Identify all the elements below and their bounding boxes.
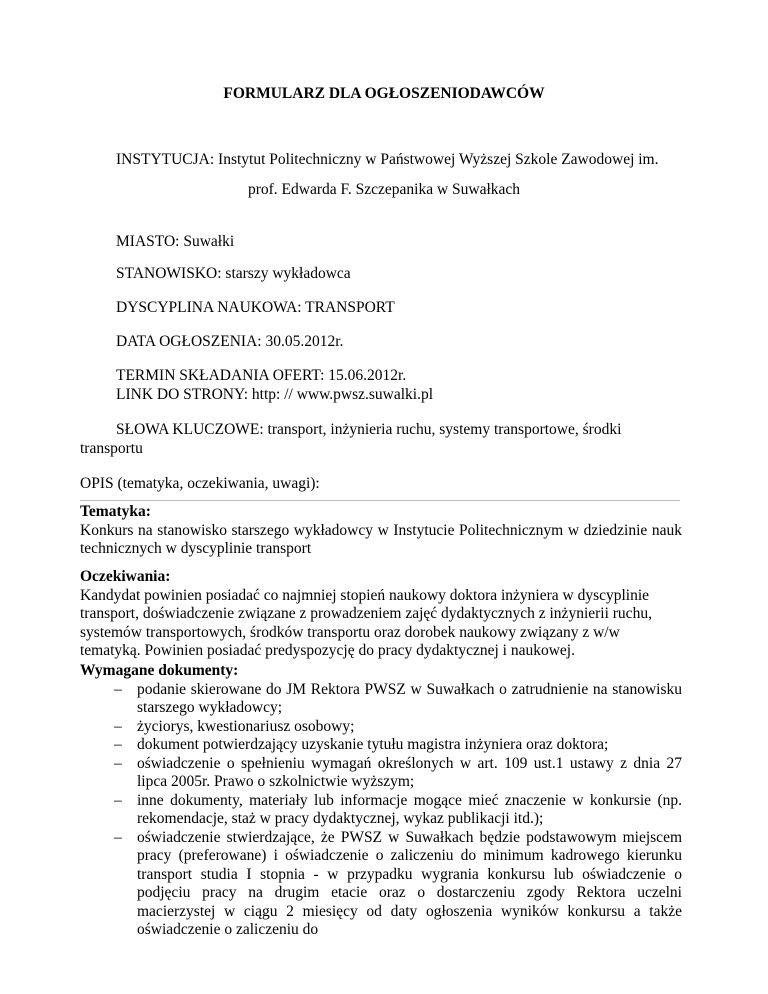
list-item: – dokument potwierdzający uzyskanie tytułu magistra inżyniera oraz doktora; (114, 736, 609, 753)
field-dyscyplina: DYSCYPLINA NAUKOWA: TRANSPORT (116, 299, 395, 316)
dash-bullet: – (114, 680, 122, 698)
dash-bullet: – (114, 791, 122, 809)
list-item: – inne dokumenty, materiały lub informacje mogące mieć znaczenie w konkursie (np. rekomendacje, staż w pracy dydaktycznej, wykaz publikacji itd.); (114, 791, 682, 827)
dokumenty-list (80, 681, 682, 940)
dash-bullet: – (114, 717, 122, 735)
list-item: – oświadczenie stwierdzające, że PWSZ w Suwałkach będzie podstawowym miejscem pracy (preferowane) i oświadczenie o zaliczeniu do minimum kadrowego kierunku transport studia I stopnia - w przypadku wygrania konkursu lub oświadczenie o podjęciu pracy na drugim etacie oraz o dostarczeniu zgody Rektora uczelni macierzystej w ciągu 2 miesięcy od daty ogłoszenia wyników konkursu a także oświadczenie o zaliczeniu do (114, 828, 682, 938)
field-termin: TERMIN SKŁADANIA OFERT: 15.06.2012r. (116, 367, 407, 384)
dash-bullet: – (114, 754, 122, 772)
dash-bullet: – (114, 828, 122, 846)
field-link: LINK DO STRONY: http: // www.pwsz.suwalki.pl (116, 386, 434, 403)
institution-line-1: INSTYTUCJA: Instytut Politechniczny w Państwowej Wyższej Szkole Zawodowej im. (116, 151, 659, 168)
tematyka-heading: Tematyka: (80, 503, 151, 520)
institution-line-2: prof. Edwarda F. Szczepanika w Suwałkach (247, 181, 521, 198)
field-stanowisko: STANOWISKO: starszy wykładowca (116, 265, 351, 282)
dokumenty-section (80, 662, 682, 940)
keywords: SŁOWA KLUCZOWE: transport, inżynieria ruchu, systemy transportowe, środki transportu (80, 421, 622, 457)
list-item: – życiorys, kwestionariusz osobowy; (114, 717, 355, 735)
oczekiwania-section (80, 568, 682, 661)
dash-bullet: – (114, 736, 122, 753)
oczekiwania-heading: Oczekiwania: (80, 568, 171, 585)
form-title: FORMULARZ DLA OGŁOSZENIODAWCÓW (223, 85, 545, 102)
section-divider (80, 500, 680, 501)
oczekiwania-text: Kandydat powinien posiadać co najmniej stopień naukowy doktora inżyniera w dyscyplinie transport, doświadczenie związane z prowadzeniem zajęć dydaktycznych z inżynierii ruchu, systemów transportowych, środków transportu oraz dorobek naukowy związany z w/w tematyką. Powinien posiadać predyspozycję do pracy dydaktycznej i naukowej. (80, 586, 652, 659)
opis-label: OPIS (tematyka, oczekiwania, uwagi): (80, 475, 320, 492)
field-data-ogloszenia: DATA OGŁOSZENIA: 30.05.2012r. (116, 333, 344, 350)
tematyka-section (80, 503, 682, 559)
list-item: – oświadczenie o spełnieniu wymagań określonych w art. 109 ust.1 ustawy z dnia 27 lipca 2005r. Prawo o szkolnictwie wyższym; (114, 754, 682, 790)
dokumenty-heading: Wymagane dokumenty: (80, 662, 239, 679)
list-item: – podanie skierowane do JM Rektora PWSZ w Suwałkach o zatrudnienie na stanowisku starszego wykładowcy; (114, 680, 682, 716)
tematyka-text: Konkurs na stanowisko starszego wykładowcy w Instytucie Politechnicznym w dziedzinie nauk technicznych w dyscyplinie transport (80, 521, 682, 557)
field-miasto: MIASTO: Suwałki (116, 233, 235, 250)
